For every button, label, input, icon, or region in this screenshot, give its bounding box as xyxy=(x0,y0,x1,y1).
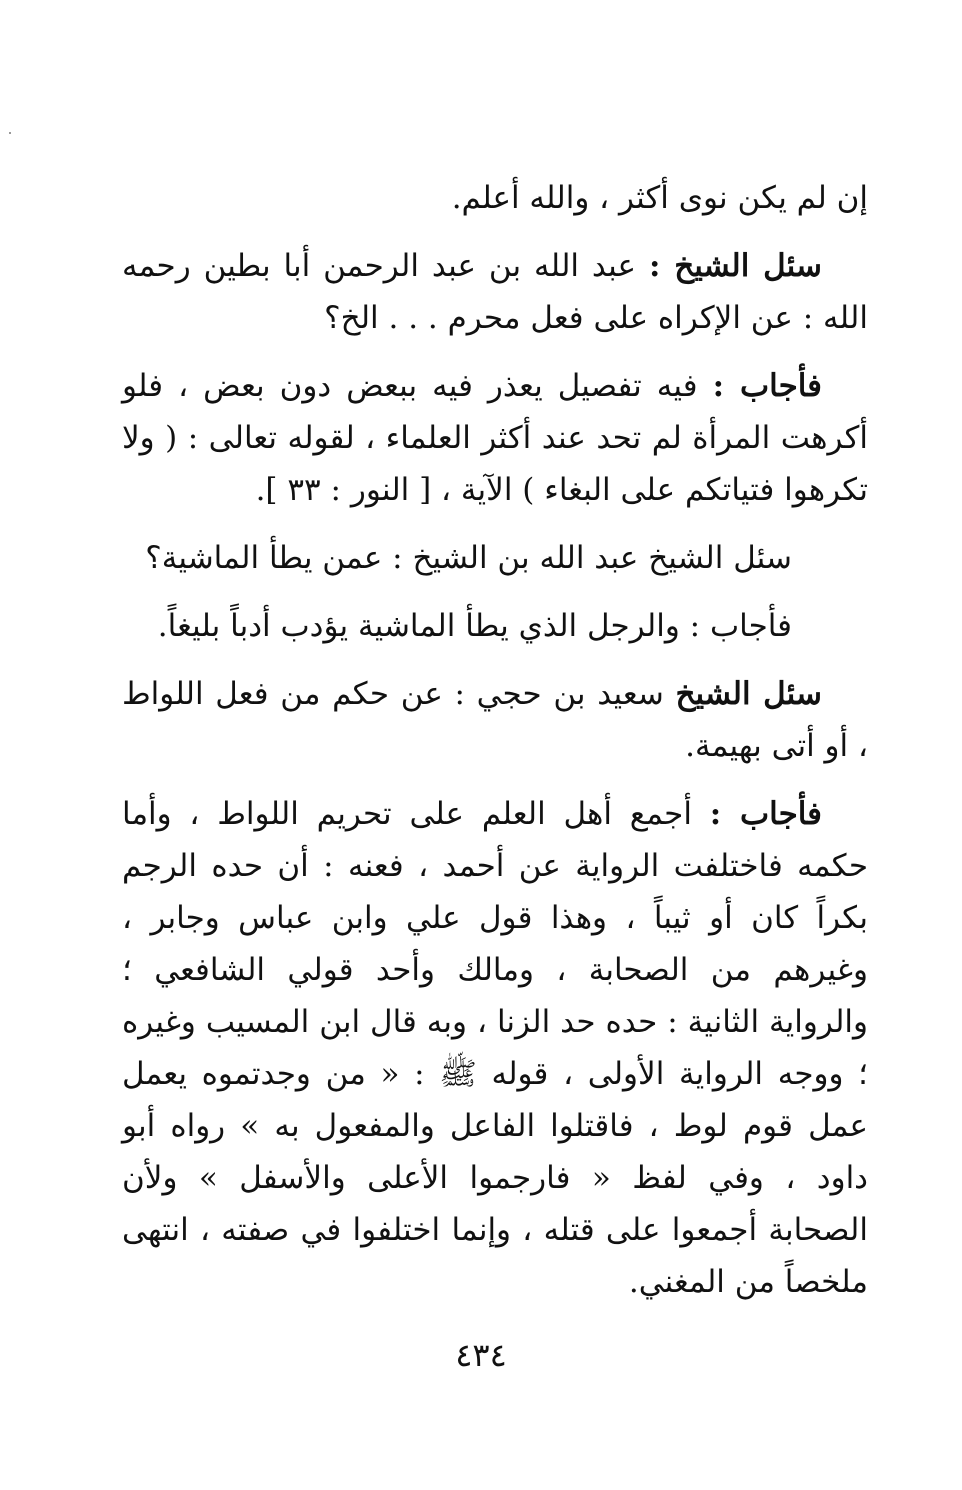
page-body xyxy=(122,172,868,1352)
paragraph-6-lead: سئل الشيخ xyxy=(675,676,822,712)
paragraph-7-text: أجمع أهل العلم على تحريم اللواط ، وأما حكمه فاختلفت الرواية عن أحمد ، فعنه : أن حده الرجم بكراً كان أو ثيباً ، وهذا قول علي وابن عباس وجابر ، وغيرهم من الصحابة ، ومالك وأحد قولي الشافعي ؛ والرواية الثانية : حده حد الزنا ، وبه قال ابن المسيب وغيره ؛ ووجه الرواية الأولى ، قوله ﷺ : « من وجدتموه يعمل عمل قوم لوط ، فاقتلوا الفاعل والمفعول به » رواه أبو داود ، وفي لفظ « فارجموا الأعلى والأسفل » ولأن الصحابة أجمعوا على قتله ، وإنما اختلفوا في صفته ، انتهى ملخصاً من المغني. xyxy=(122,796,868,1300)
paragraph-7-lead: فأجاب : xyxy=(709,796,822,832)
page-number: ٤٣٤ xyxy=(455,1336,507,1374)
paragraph-2-lead: سئل الشيخ : xyxy=(648,248,822,284)
paragraph-3-text: فيه تفصيل يعذر فيه ببعض دون بعض ، فلو أكرهت المرأة لم تحد عند أكثر العلماء ، لقوله تعالى : ( ولا تكرهوا فتياتكم على البغاء ) الآية ، [ النور : ٣٣ ]. xyxy=(122,368,868,508)
paragraph-7 xyxy=(122,788,868,1308)
paragraph-6 xyxy=(122,668,868,772)
paragraph-2 xyxy=(122,240,868,344)
paragraph-4-text: سئل الشيخ عبد الله بن الشيخ : عمن يطأ الماشية؟ xyxy=(145,540,792,576)
paragraph-3-lead: فأجاب : xyxy=(712,368,822,404)
paragraph-1 xyxy=(122,172,868,224)
paragraph-4 xyxy=(122,532,868,584)
paragraph-6-text: سعيد بن حجي : عن حكم من فعل اللواط ، أو أتى بهيمة. xyxy=(122,676,868,764)
paragraph-2-text: عبد الله بن عبد الرحمن أبا بطين رحمه الله : عن الإكراه على فعل محرم . . . الخ؟ xyxy=(122,248,868,336)
paragraph-5 xyxy=(122,600,868,652)
paragraph-1-text: إن لم يكن نوى أكثر ، والله أعلم. xyxy=(451,180,868,216)
paragraph-5-text: فأجاب : والرجل الذي يطأ الماشية يؤدب أدباً بليغاً. xyxy=(157,608,792,644)
paragraph-3 xyxy=(122,360,868,516)
scan-speck xyxy=(9,132,11,134)
